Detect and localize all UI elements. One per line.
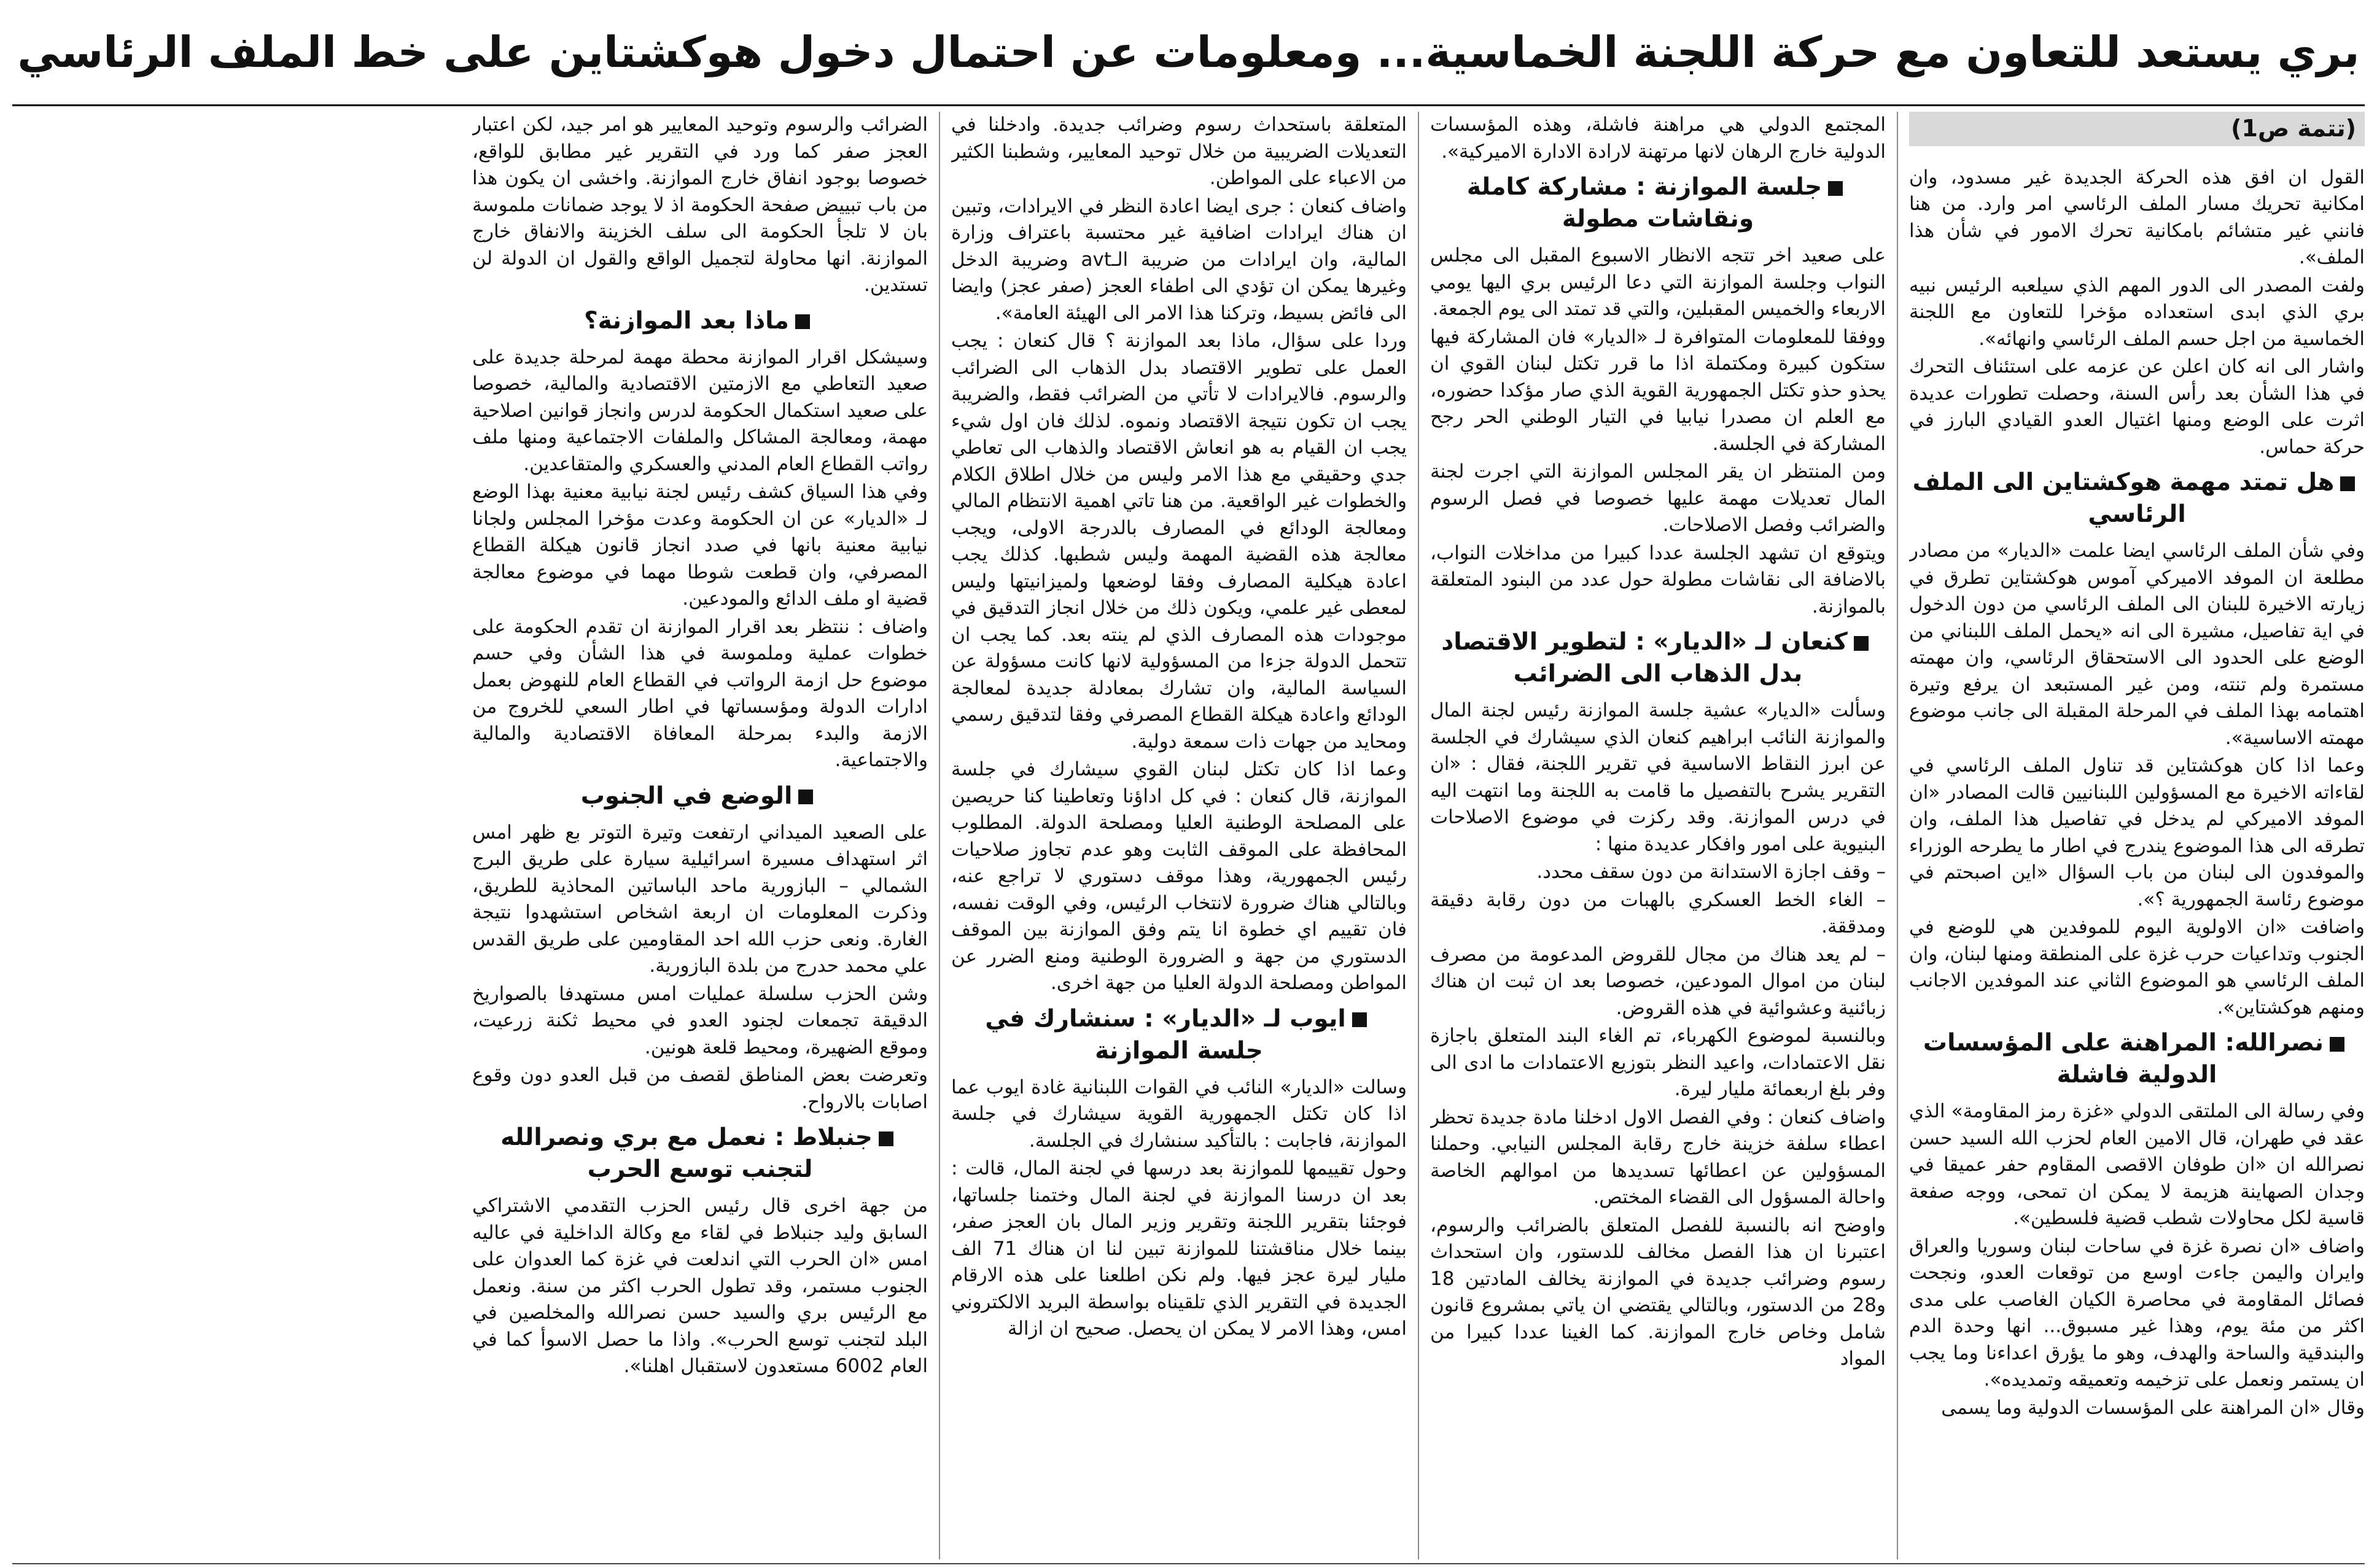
paragraph: وسألت «الديار» عشية جلسة الموازنة رئيس لجنة المال والموازنة النائب ابراهيم كنعان الذي سيشارك في الجلسة عن ابرز النقاط الاساسية في تقرير اللجنة، فقال : «ان التقرير يشرح بالتفصيل ما قامت به اللجنة وما انتهت اليه في درس الموازنة. وقد ركزت في موضوع الاصلاحات البنيوية على امور وافكار عديدة منها : [1430,699,1886,855]
paragraph: وردا على سؤال، ماذا بعد الموازنة ؟ قال كنعان : يجب العمل على تطوير الاقتصاد بدل الذهاب الى الضرائب والرسوم. فالايرادات لا تأتي من الضرائب فقط، والضريبة يجب ان تكون نتيجة الاقتصاد ونموه. لذلك فان اول شيء يجب ان القيام به هو انعاش الاقتصاد والذهاب الى تعاطي جدي وحقيقي مع هذا الامر وليس من خلال اطلاق الكلام والخطوات غير الواقعية. من هنا تاتي اهمية الانتظام المالي ومعالجة الودائع في المصارف بالدرجة الاولى، ويجب معالجة هذه القضية المهمة وليس شطبها. كذلك يجب اعادة هيكلية المصارف وفقا لوضعها ولميزانيتها وليس لمعطى غير علمي، ويكون ذلك من خلال انجاز التدقيق في موجودات هذه المصارف الذي لم ينته بعد. كما يجب ان تتحمل الدولة جزءا من المسؤولية لانها كانت مسؤولة عن السياسة المالية، وان تشارك بمعادلة جديدة لمعالجة الودائع واعادة هيكلة القطاع المصرفي وفقا لتدقيق رسمي ومحايد من جهات ذات سمعة دولية. [951,330,1407,753]
paragraph: وسالت «الديار» النائب في القوات اللبنانية غادة ايوب عما اذا كان تكتل الجمهورية القوية سيشارك في جلسة الموازنة، فاجابت : بالتأكيد سنشارك في الجلسة. [951,1076,1407,1152]
paragraph: وعما اذا كان تكتل لبنان القوي سيشارك في جلسة الموازنة، قال كنعان : في كل اداؤنا وتعاطينا كنا حريصين على المصلحة الوطنية العليا ومصلحة الدولة. المطلوب المحافظة على الموقف الثابت وهو عدم تجاوز صلاحيات رئيس الجمهورية، وهذا موقف دستوري لا تراجع عنه، وبالتالي هناك ضرورة لانتخاب الرئيس، وفي الوقت نفسه، فان تقييم اي خطوة انا يتم وفق الموازنة بين الموقف الدستوري من جهة و الضرورة الوطنية ومنع الضرر عن المواطن ومصلحة الدولة العليا من جهة اخرى. [951,758,1407,994]
subheading-text: ماذا بعد الموازنة؟ [584,306,789,335]
column-3 [951,112,1407,1559]
subheading [951,1003,1407,1067]
paragraph: – لم يعد هناك من مجال للقروض المدعومة من مصرف لبنان من اموال المودعين، خصوصا بعد ان ثبت ان هناك زبائنية وعشوائية في هذه القروض. [1430,943,1886,1019]
subheading-text: هل تمتد مهمة هوكشتاين الى الملف الرئاسي [1912,468,2335,528]
square-bullet-icon [2340,476,2355,491]
square-bullet-icon [879,1131,893,1146]
paragraph: واوضح انه بالنسبة للفصل المتعلق بالضرائب والرسوم، اعتبرنا ان هذا الفصل مخالف للدستور، وان استحداث رسوم وضرائب جديدة في الموازنة يخالف المادتين 18 و28 من الدستور، وبالتالي يقتضي ان ياتي بمشروع قانون شامل وخاص خارج الموازنة. كما الغينا عددا كبيرا من المواد [1430,1214,1886,1370]
column-divider [939,112,940,1559]
square-bullet-icon [795,314,810,329]
paragraph: – الغاء الخط العسكري بالهبات من دون رقابة دقيقة ومدققة. [1430,888,1886,937]
paragraph: واضاف «ان نصرة غزة في ساحات لبنان وسوريا والعراق وايران واليمن جاءت اوسع من توقعات العدو، ونجحت فصائل المقاومة في محاصرة الكيان الغاصب على مدى اكثر من مئة يوم، وهذا غير مسبوق... انها وحدة الدم والبندقية والساحة والهدف، وهو ما يؤرق اعداءنا وما يجب ان يستمر ونعمل على تزخيمه وتعميقه وتمديده». [1909,1235,2365,1391]
subheading [1430,171,1886,235]
subheading-text: ايوب لـ «الديار» : سنشارك في جلسة الموازنة [985,1004,1346,1065]
subheading-text: نصرالله: المراهنة على المؤسسات الدولية فاشلة [1923,1029,2324,1089]
column-2 [1430,112,1886,1559]
paragraph: وفي رسالة الى الملتقى الدولي «غزة رمز المقاومة» الذي عقد في طهران، قال الامين العام لحزب الله السيد حسن نصرالله ان «ان طوفان الاقصى المقاوم حفر عميقا في وجدان الصهاينة هزيمة لا يمكن ان تمحى، ووجه صفعة قاسية لكل محاولات شطب قضية فلسطين». [1909,1100,2365,1229]
subheading-text: جلسة الموازنة : مشاركة كاملة ونقاشات مطولة [1466,173,1823,233]
paragraph: – وقف اجازة الاستدانة من دون سقف محدد. [1536,861,1886,883]
paragraph: الضرائب والرسوم وتوحيد المعايير هو امر جيد، لكن اعتبار العجز صفر كما ورد في التقرير غير مطابق للواقع، خصوصا بوجود انفاق خارج الموازنة. واخشى ان يكون هذا من باب تبييض صفحة الحكومة اذ لا يوجد ضمانات ملموسة بان لا تلجأ الحكومة الى سلف الخزينة والانفاق خارج الموازنة. انها محاولة لتجميل الواقع والقول ان الدولة لن تستدين. [472,114,928,296]
paragraph: وشن الحزب سلسلة عمليات امس مستهدفا بالصواريخ الدقيقة تجمعات لجنود العدو في محيط ثكنة زرعيت، وموقع الضهيرة، ومحيط قلعة هونين. [472,982,928,1058]
subheading [472,780,928,812]
paragraph: واضاف كنعان : جرى ايضا اعادة النظر في الايرادات، وتبين ان هناك ايرادات اضافية غير محتسبة باعتراف وزارة المالية، وان ايرادات من ضريبة الـavt وضريبة الدخل وغيرها يمكن ان تؤدي الى اطفاء العجز (صفر عجز) وايضا الى فائض بسيط، وتركنا هذا الامر الى الهيئة العامة». [951,195,1407,324]
subheading [472,305,928,337]
column-divider [1897,112,1898,1559]
paragraph: ووفقا للمعلومات المتوافرة لـ «الديار» فان المشاركة فيها ستكون كبيرة ومكتملة اذا ما قرر تكتل لبنان القوي ان يحذو حذو تكتل الجمهورية القوية الذي صار مؤكدا حضوره، مع العلم ان مصدرا نيابيا في التيار الوطني الحر رجح المشاركة في الجلسة. [1430,325,1886,455]
paragraph: واشار الى انه كان اعلن عن عزمه على استئناف التحرك في هذا الشأن بعد رأس السنة، وحصلت تطورات عديدة اثرت على الوضع ومنها اغتيال العدو القيادي البارز في حركة حماس. [1909,355,2365,458]
subheading [1909,1027,2365,1091]
column-divider [1418,112,1419,1559]
paragraph: واضاف كنعان : وفي الفصل الاول ادخلنا مادة جديدة تحظر اعطاء سلفة خزينة خارج رقابة المجلس النيابي. وحملنا المسؤولين عن اعطائها تسديدها من اموالهم الخاصة واحالة المسؤول الى القضاء المختص. [1430,1106,1886,1208]
footer-rule [12,1563,2365,1564]
paragraph: المتعلقة باستحداث رسوم وضرائب جديدة. وادخلنا في التعديلات الضريبية من خلال توحيد المعايير، وشطبنا الكثير من الاعباء على المواطن. [951,114,1407,189]
paragraph: وعما اذا كان هوكشتاين قد تناول الملف الرئاسي في لقاءاته الاخيرة مع المسؤولين اللبنانيين قالت المصادر «ان الموفد الاميركي لم يدخل في تفاصيل هذا الملف، وان تطرقه الى هذا الموضوع يندرج في اطار ما يطرحه الوزراء والموفدون الى لبنان من باب السؤال «اين اصبحتم في موضوع رئاسة الجمهورية ؟». [1909,755,2365,910]
headline-rule [12,104,2365,106]
paragraph: وقال «ان المراهنة على المؤسسات الدولية وما يسمى [1941,1396,2365,1419]
paragraph: ومن المنتظر ان يقر المجلس الموازنة التي اجرت لجنة المال تعديلات مهمة عليها خصوصا في فصل الرسوم والضرائب وفصل الاصلاحات. [1430,460,1886,536]
paragraph: وفي شأن الملف الرئاسي ايضا علمت «الديار» من مصادر مطلعة ان الموفد الاميركي آموس هوكشتاين تطرق في زيارته الاخيرة للبنان الى الملف الرئاسي من دون الدخول في اية تفاصيل، مشيرة الى انه «يحمل الملف اللبناني من الوضع على الحدود الى الاستحقاق الرئاسي، وان مهمته مستمرة ولم تنته، ومن غير المستبعد ان يرفع وتيرة اهتمامه بهذا الملف في المرحلة المقبلة الى جانب موضوع مهمته الاساسية». [1909,540,2365,749]
square-bullet-icon [798,790,813,804]
square-bullet-icon [1828,181,1843,196]
paragraph: وفي هذا السياق كشف رئيس لجنة نيابية معنية بهذا الوضع لـ «الديار» عن ان الحكومة وعدت مؤخرا المجلس ولجانا نيابية معنية بانها في صدد انجاز قانون هيكلة القطاع المصرفي، وان قطعت شوطا مهما في موضوع معالجة قضية او ملف الدائع والمودعين. [472,481,928,610]
paragraph: من جهة اخرى قال رئيس الحزب التقدمي الاشتراكي السابق وليد جنبلاط في لقاء مع وكالة الداخلية في عاليه امس «ان الحرب التي اندلعت في غزة كما العدوان على الجنوب مستمر، وقد تطول الحرب اكثر من سنة. ونعمل مع الرئيس بري والسيد حسن نصرالله والمخلصين في البلد لتجنب توسع الحرب». واذا ما حصل الاسوأ كما في العام 6002 مستعدون لاستقبال اهلنا». [472,1195,928,1377]
paragraph: ويتوقع ان تشهد الجلسة عددا كبيرا من مداخلات النواب، بالاضافة الى نقاشات مطولة حول عدد من البنود المتعلقة بالموازنة. [1430,541,1886,618]
subheading-text: جنبلاط : نعمل مع بري ونصرالله لتجنب توسع الحرب [500,1124,873,1183]
paragraph: واضاف : ننتظر بعد اقرار الموازنة ان تقدم الحكومة على خطوات عملية وملموسة في هذا الشأن وفي حسم موضوع حل ازمة الرواتب في القطاع العام للنهوض بعمل ادارات الدولة ومؤسساتها في اطار السعي للخروج من الازمة والبدء بمرحلة المعافاة الاقتصادية والمالية والاجتماعية. [472,615,928,771]
paragraph: القول ان افق هذه الحركة الجديدة غير مسدود، وان امكانية تحريك مسار الملف الرئاسي امر وارد. من هنا فانني غير متشائم بامكانية تحرك الامور في شأن هذا الملف». [1909,166,2365,268]
paragraph: على صعيد اخر تتجه الانظار الاسبوع المقبل الى مجلس النواب وجلسة الموازنة التي دعا الرئيس بري اليها يومي الاربعاء والخميس المقبلين، والتي قد تمتد الى يوم الجمعة. [1430,244,1886,320]
article-columns [12,112,2365,1559]
paragraph: واضافت «ان الاولوية اليوم للموفدين هي للوضع في الجنوب وتداعيات حرب غزة على المنطقة ومنها لبنان، وان الملف الرئاسي هو الموضوع الثاني عند الموفدين الاجانب ومنهم هوكشتاين». [1909,916,2365,1019]
subheading [1909,467,2365,530]
paragraph: المجتمع الدولي هي مراهنة فاشلة، وهذه المؤسسات الدولية خارج الرهان لانها مرتهنة لارادة الادارة الاميركية». [1430,114,1886,163]
paragraph: وسيشكل اقرار الموازنة محطة مهمة لمرحلة جديدة على صعيد التعاطي مع الازمتين الاقتصادية والمالية، خصوصا على صعيد استكمال الحكومة لدرس وانجاز قوانين اصلاحية مهمة، ومعالجة المشاكل والملفات الاجتماعية ومنها ملف رواتب القطاع العام المدني والعسكري والمتقاعدين. [472,346,928,475]
subheading-text: الوضع في الجنوب [580,782,793,810]
paragraph: وتعرضت بعض المناطق لقصف من قبل العدو دون وقوع اصابات بالارواح. [472,1064,928,1113]
subheading [472,1122,928,1186]
paragraph: ولفت المصدر الى الدور المهم الذي سيلعبه الرئيس نبيه بري الذي ابدى استعداده مؤخرا للتعاون مع اللجنة الخماسية من اجل حسم الملف الرئاسي وانهائه». [1909,274,2365,350]
square-bullet-icon [1352,1012,1367,1027]
continued-label: (تتمة ص1) [1909,112,2365,146]
paragraph: وبالنسبة لموضوع الكهرباء، تم الغاء البند المتعلق باجازة نقل الاعتمادات، واعيد النظر بتوزيع الاعتمادات ما ادى الى وفر بلغ اربعمائة مليار ليرة. [1430,1025,1886,1100]
column-4 [472,112,928,1559]
headline: بري يستعد للتعاون مع حركة اللجنة الخماسية... ومعلومات عن احتمال دخول هوكشتاين على خط الملف الرئاسي [17,27,2360,77]
column-1 [1909,112,2365,1559]
paragraph: على الصعيد الميداني ارتفعت وتيرة التوتر بع ظهر امس اثر استهداف مسيرة اسرائيلية سيارة على طريق البرج الشمالي – البازورية ماحد الباساتين المحاذية للطريق، وذكرت المعلومات ان اربعة اشخاص استشهدوا نتيجة الغارة. ونعى حزب الله احد المقاومين على طريق القدس علي محمد حدرج من بلدة البازورية. [472,821,928,977]
subheading-text: كنعان لـ «الديار» : لتطوير الاقتصاد بدل الذهاب الى الضرائب [1441,628,1848,688]
square-bullet-icon [1854,636,1869,651]
subheading [1430,626,1886,690]
square-bullet-icon [2330,1037,2344,1052]
paragraph: وحول تقييمها للموازنة بعد درسها في لجنة المال، قالت : بعد ان درسنا الموازنة في لجنة المال وختمنا جلساتها، فوجئنا بتقرير اللجنة وتقرير وزير المال بان العجز صفر، بينما خلال مناقشتنا للموازنة تبين لنا ان هناك 71 الف مليار ليرة عجز فيها. ولم نكن اطلعنا على هذه الارقام الجديدة في التقرير الذي تلقيناه بواسطة البريد الالكتروني امس، وهذا الامر لا يمكن ان يحصل. صحيح ان ازالة [951,1157,1407,1340]
